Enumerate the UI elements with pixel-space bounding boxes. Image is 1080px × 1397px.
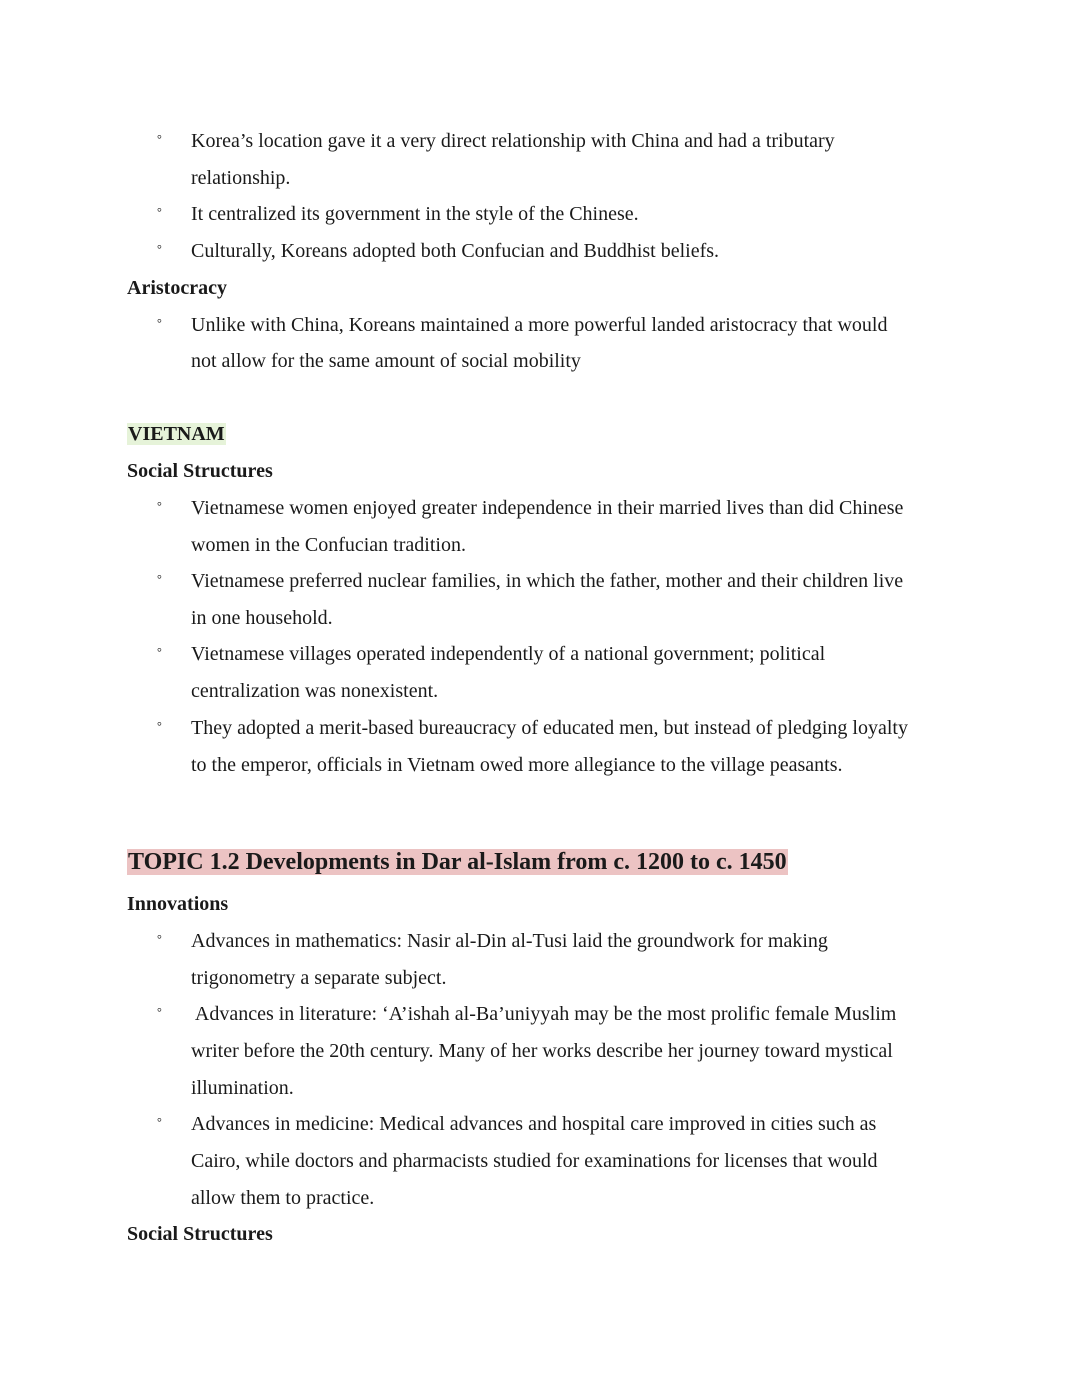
innovations-bullet-1-line-1: Advances in mathematics: Nasir al-Din al-Tusi laid the groundwork for making <box>191 930 828 952</box>
korea-bullet-3: Culturally, Koreans adopted both Confucian and Buddhist beliefs. <box>191 240 720 262</box>
vietnam-bullet-3-line-2: centralization was nonexistent. <box>191 680 439 702</box>
vietnam-bullet-2-line-1: Vietnamese preferred nuclear families, in which the father, mother and their children live <box>191 570 904 592</box>
innovations-bullet-1-line-2: trigonometry a separate subject. <box>191 967 447 989</box>
bullet-marker: ° <box>157 132 162 146</box>
bullet-marker: ° <box>157 499 162 513</box>
innovations-bullet-3-line-2: Cairo, while doctors and pharmacists studied for examinations for licenses that would <box>191 1150 878 1172</box>
bullet-marker: ° <box>157 645 162 659</box>
vietnam-bullet-4-line-1: They adopted a merit-based bureaucracy of educated men, but instead of pledging loyalty <box>191 717 908 739</box>
aristocracy-bullet-1-line-2: not allow for the same amount of social mobility <box>191 350 581 372</box>
bullet-marker: ° <box>157 572 162 586</box>
social-structures-heading: Social Structures <box>127 1223 273 1245</box>
bullet-marker: ° <box>157 932 162 946</box>
innovations-heading: Innovations <box>127 893 229 915</box>
bullet-marker: ° <box>157 1005 162 1019</box>
aristocracy-heading: Aristocracy <box>127 277 227 299</box>
korea-bullet-2: It centralized its government in the style of the Chinese. <box>191 203 639 225</box>
topic-heading: TOPIC 1.2 Developments in Dar al-Islam from c. 1200 to c. 1450 <box>128 849 787 875</box>
bullet-marker: ° <box>157 205 162 219</box>
aristocracy-bullet-1-line-1: Unlike with China, Koreans maintained a more powerful landed aristocracy that would <box>191 314 888 336</box>
bullet-marker: ° <box>157 1115 162 1129</box>
vietnam-heading: VIETNAM <box>128 423 225 445</box>
vietnam-bullet-1-line-2: women in the Confucian tradition. <box>191 534 466 556</box>
innovations-bullet-2-line-1: Advances in literature: ‘A’ishah al-Ba’uniyyah may be the most prolific female Muslim <box>191 1003 897 1025</box>
vietnam-bullet-1-line-1: Vietnamese women enjoyed greater independence in their married lives than did Chinese <box>191 497 904 519</box>
innovations-bullet-3-line-1: Advances in medicine: Medical advances and hospital care improved in cities such as <box>191 1113 877 1135</box>
korea-bullet-1-line-1: Korea’s location gave it a very direct relationship with China and had a tributary <box>191 130 835 152</box>
vietnam-bullet-4-line-2: to the emperor, officials in Vietnam owed more allegiance to the village peasants. <box>191 754 843 776</box>
korea-bullet-1-line-2: relationship. <box>191 167 291 189</box>
innovations-bullet-2-line-2: writer before the 20th century. Many of her works describe her journey toward mystical <box>191 1040 893 1062</box>
bullet-marker: ° <box>157 242 162 256</box>
vietnam-bullet-3-line-1: Vietnamese villages operated independently of a national government; political <box>191 643 826 665</box>
vietnam-bullet-2-line-2: in one household. <box>191 607 333 629</box>
innovations-bullet-2-line-3: illumination. <box>191 1077 294 1099</box>
innovations-bullet-3-line-3: allow them to practice. <box>191 1187 375 1209</box>
bullet-marker: ° <box>157 316 162 330</box>
vietnam-social-structures-heading: Social Structures <box>127 460 273 482</box>
bullet-marker: ° <box>157 719 162 733</box>
